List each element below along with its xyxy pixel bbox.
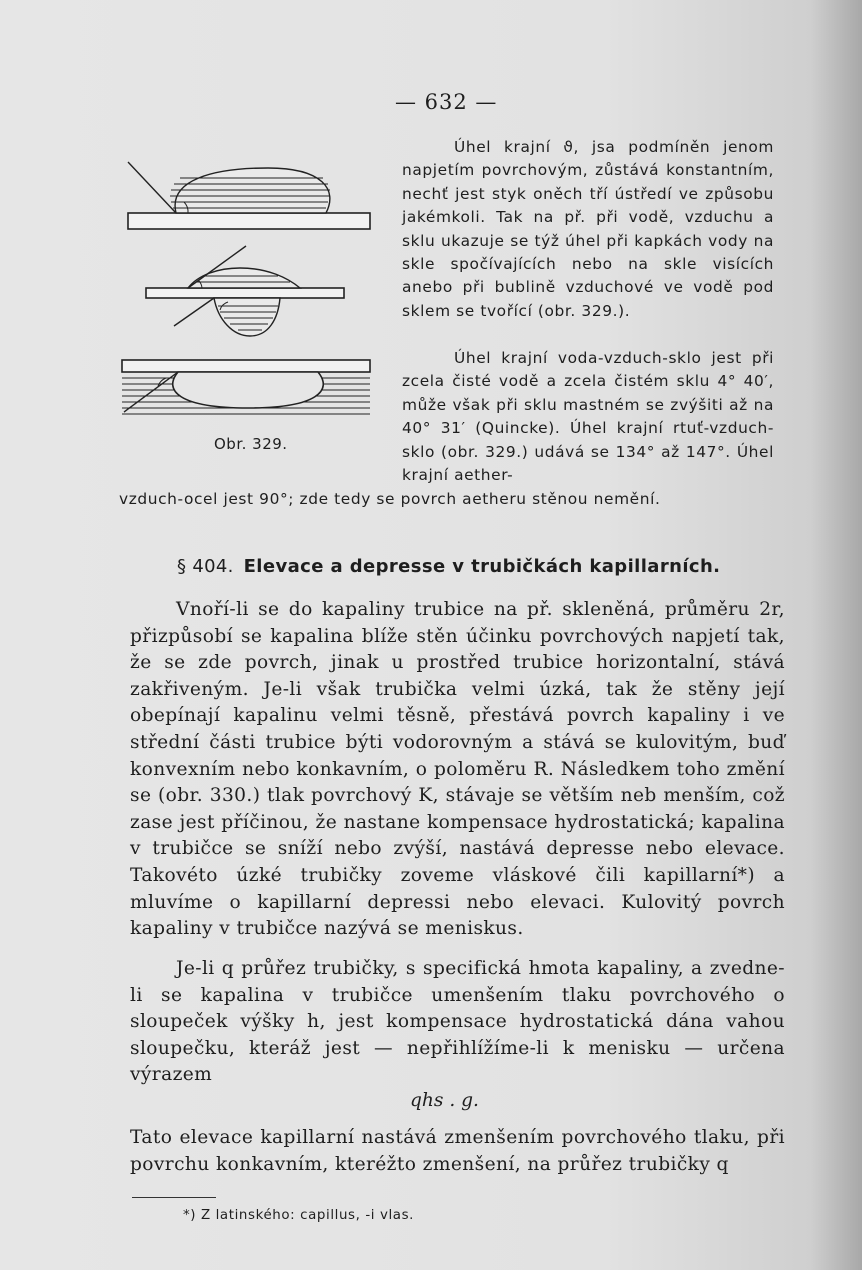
- paragraph-capillary-tubes: Vnoří-li se do kapaliny trubice na př. skleněná, průměru 2r, přizpůsobí se kapalina blíže stěn účinku povrchových napjetí tak, že se zde povrch, jinak u prostřed trubice horizontalní, stává zakřiveným. Je-li však trubička velmi úzká, tak že stěny její obepínají kapalinu velmi těsně, přestává povrch kapaliny i ve střední části trubice býti vodorovným a stává se kulovitým, buď konvexním nebo konkavním, o poloměru R. Následkem toho změní se (obr. 330.) tlak povrchový K, stávaje se větším neb menším, což zase jest příčinou, že nastane kompensace hydrostatická; kapalina v trubičce se sníží nebo zvýší, nastává depresse nebo elevace. Takovéto úzké trubičky zoveme vláskové čili kapillarní*) a mluvíme o kapillarní depressi nebo elevaci. Kulovitý povrch kapaliny v trubičce nazývá se meniskus.: [130, 599, 785, 940]
- air-bubble-diagram: [122, 360, 370, 414]
- paragraph-angle-values: Úhel krajní voda-vzduch-sklo jest při zcela čisté vodě a zcela čistém sklu 4° 40′, může však při sklu mastném se zvýšiti až na 40° 31′ (Quincke). Úhel krajní rtuť-vzduch-sklo (obr. 329.) udává se 134° až 147°. Úhel krajní aether-: [402, 349, 774, 485]
- page-number: — 632 —: [395, 90, 498, 114]
- section-heading: [177, 556, 720, 577]
- paragraph-contact-angle: Úhel krajní ϑ, jsa podmíněn jenom napjetím povrchovým, zůstává konstantním, nechť jest styk oněch tří ústředí ve způsobu jakémkoli. Tak na př. při vodě, vzduchu a sklu ukazuje se týž úhel při kapkách vody na skle spočívajících nebo na skle visících anebo při bublině vzduchové ve vodě pod sklem se tvořící (obr. 329.).: [402, 138, 774, 320]
- paragraph-hydrostatic-compensation: Je-li q průřez trubičky, s specifická hmota kapaliny, a zvedne-li se kapalina v trubičce umenšením tlaku povrchového o sloupeček výšky h, jest kompensace hydrostatická dána vahou sloupečku, kteráž jest — nepřihlížíme-li k menisku — určena výrazem: [130, 958, 785, 1086]
- footnote: *) Z latinského: capillus, -i vlas.: [183, 1208, 415, 1223]
- section-title: Elevace a depresse v trubičkách kapillarních.: [243, 556, 721, 577]
- paragraph-angle-values-continued: vzduch-ocel jest 90°; zde tedy se povrch aetheru stěnou nemění.: [119, 490, 661, 508]
- figure-329-drop-diagrams: [118, 150, 380, 450]
- figure-caption: Obr. 329.: [214, 435, 288, 453]
- hanging-drop-diagram: [146, 246, 344, 336]
- footnote-divider: [132, 1197, 216, 1198]
- paragraph-capillary-elevation: Tato elevace kapillarní nastává zmenšením povrchového tlaku, při povrchu konkavním, kteréžto zmenšení, na průřez trubičky q: [130, 1127, 785, 1175]
- formula: qhs . g.: [410, 1090, 479, 1111]
- drop-on-glass-diagram: [128, 162, 370, 229]
- section-number: § 404.: [177, 556, 234, 577]
